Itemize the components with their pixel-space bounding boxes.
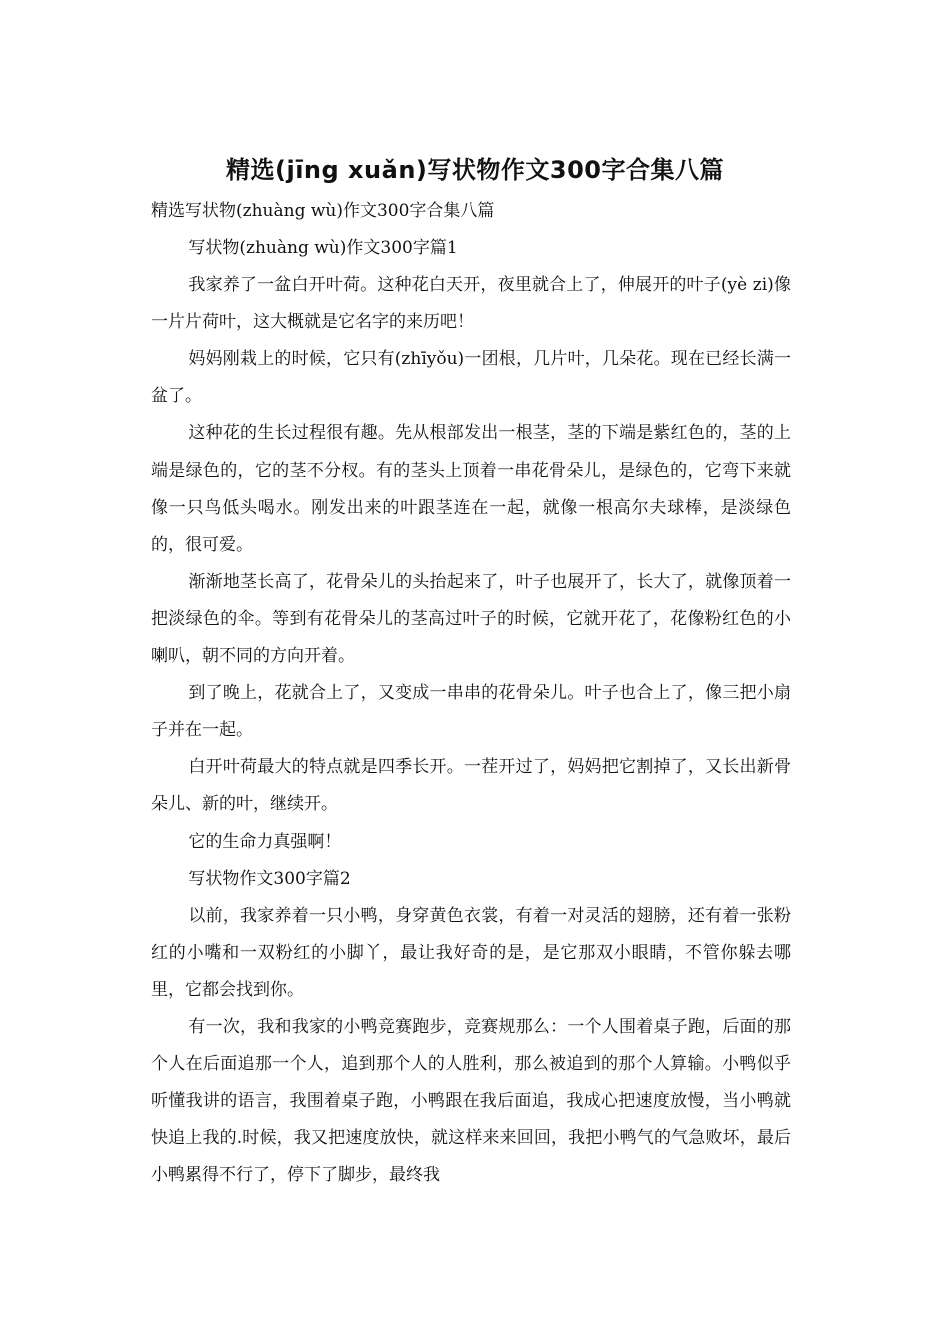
paragraph: 到了晚上，花就合上了，又变成一串串的花骨朵儿。叶子也合上了，像三把小扇子并在一起。 — [151, 683, 791, 741]
paragraph: 这种花的生长过程很有趣。先从根部发出一根茎，茎的下端是紫红色的，茎的上端是绿色的，它的茎不分杈。有的茎头上顶着一串花骨朵儿，是绿色的，它弯下来就像一只鸟低头喝水。刚发出来的叶跟茎连在一起，就像一根高尔夫球棒，是淡绿色的，很可爱。 — [151, 423, 791, 555]
document-title: 精选(jīng xuǎn)写状物作文300字合集八篇 — [226, 156, 724, 184]
paragraph: 它的生命力真强啊！ — [188, 831, 342, 852]
document-body — [151, 230, 791, 1194]
document-subtitle: 精选写状物(zhuàng wù)作文300字合集八篇 — [151, 201, 495, 221]
paragraph: 我家养了一盆白开叶荷。这种花白天开，夜里就合上了，伸展开的叶子(yè zi)像一片片荷叶，这大概就是它名字的来历吧！ — [151, 275, 791, 333]
paragraph: 妈妈刚栽上的时候，它只有(zhīyǒu)一团根，几片叶，几朵花。现在已经长满一盆了。 — [151, 349, 791, 407]
paragraph: 白开叶荷最大的特点就是四季长开。一茬开过了，妈妈把它割掉了，又长出新骨朵儿、新的叶，继续开。 — [151, 757, 791, 815]
paragraph: 有一次，我和我家的小鸭竞赛跑步，竞赛规那么：一个人围着桌子跑，后面的那个人在后面追那一个人，追到那个人的人胜利，那么被追到的那个人算输。小鸭似乎听懂我讲的语言，我围着桌子跑，小鸭跟在我后面追，我成心把速度放慢，当小鸭就快追上我的.时候，我又把速度放快，就这样来来回回，我把小鸭气的气急败坏，最后小鸭累得不行了，停下了脚步，最终我 — [151, 1016, 791, 1186]
paragraph: 渐渐地茎长高了，花骨朵儿的头抬起来了，叶子也展开了，长大了，就像顶着一把淡绿色的伞。等到有花骨朵儿的茎高过叶子的时候，它就开花了，花像粉红色的小喇叭，朝不同的方向开着。 — [151, 571, 791, 667]
section-heading-2: 写状物作文300字篇2 — [188, 868, 351, 889]
section-heading-1: 写状物(zhuàng wù)作文300字篇1 — [188, 238, 458, 258]
paragraph: 以前，我家养着一只小鸭，身穿黄色衣裳，有着一对灵活的翅膀，还有着一张粉红的小嘴和一双粉红的小脚丫，最让我好奇的是，是它那双小眼睛，不管你躲去哪里，它都会找到你。 — [151, 905, 791, 1000]
